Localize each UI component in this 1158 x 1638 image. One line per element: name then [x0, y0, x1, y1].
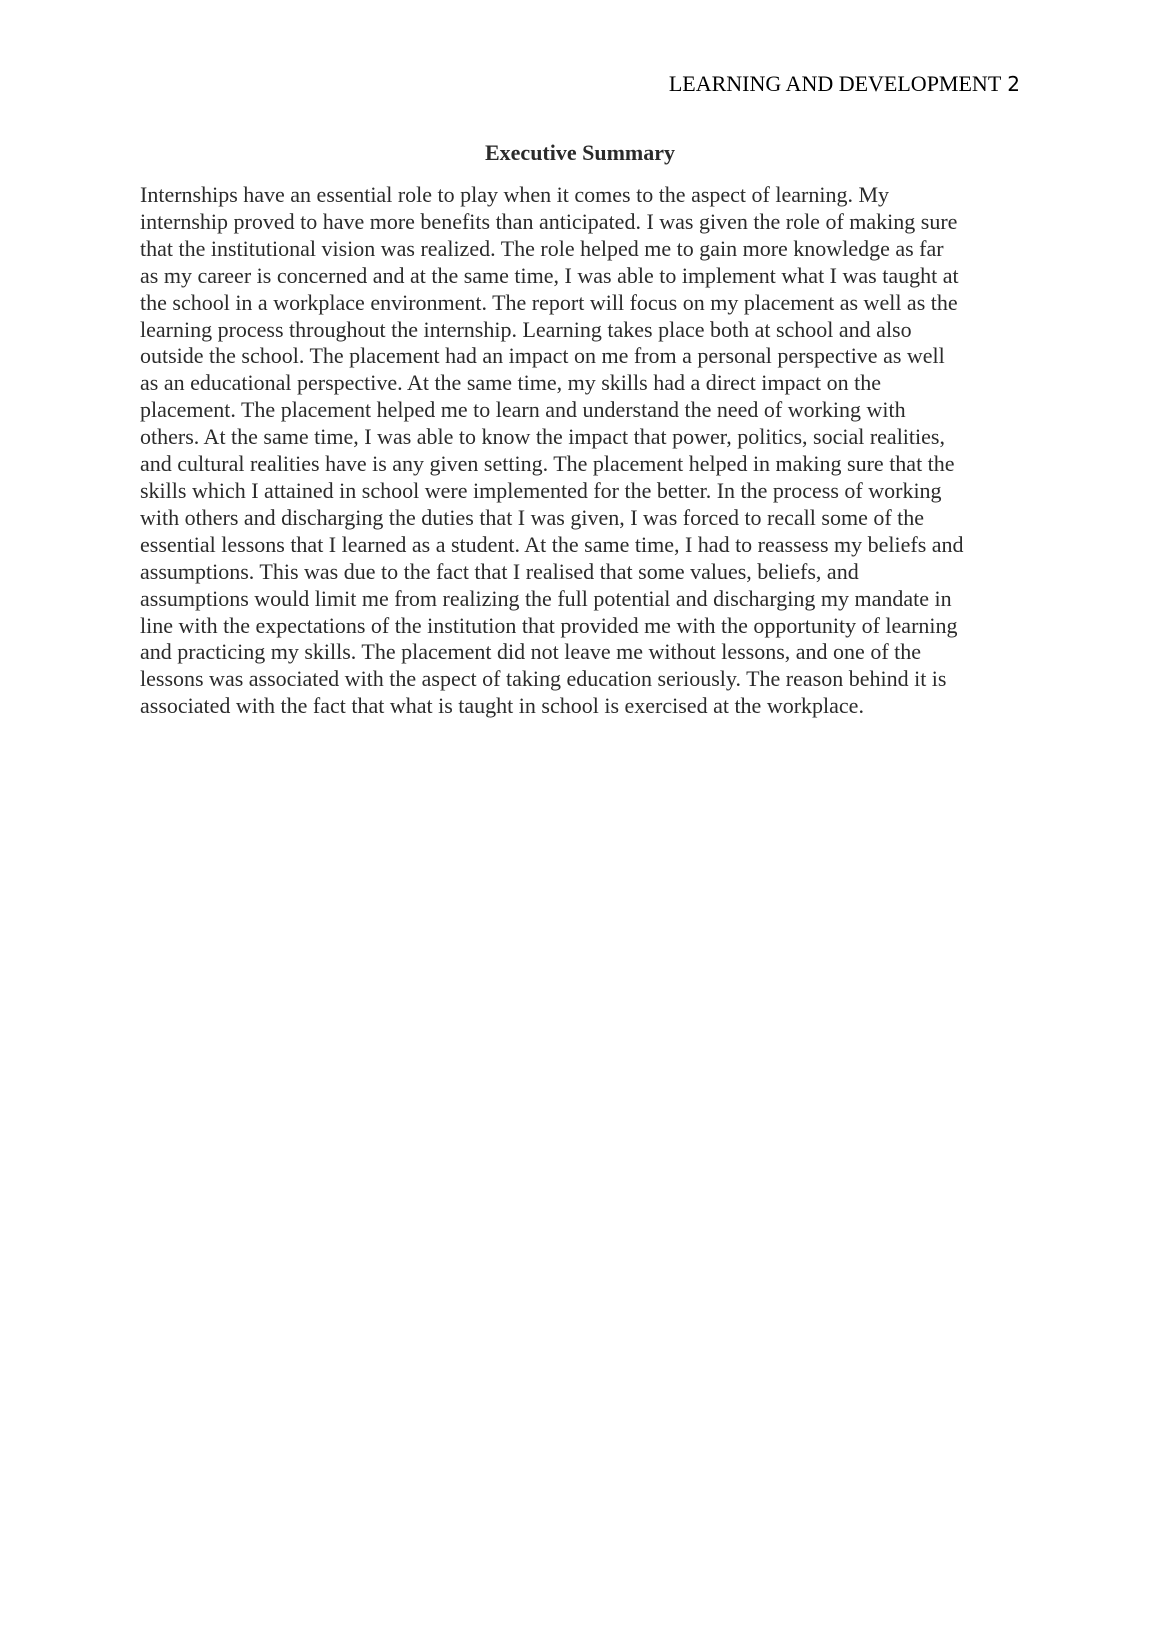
running-head-text: LEARNING AND DEVELOPMENT [668, 71, 1002, 96]
section-title: Executive Summary [484, 140, 676, 165]
text-line: that the institutional vision was realized. The role helped me to gain more knowledge as far [140, 235, 944, 261]
text-line: with others and discharging the duties that I was given, I was forced to recall some of the [140, 504, 925, 530]
text-line: the school in a workplace environment. The report will focus on my placement as well as the [140, 289, 958, 315]
text-line: lessons was associated with the aspect of taking education seriously. The reason behind it is [140, 666, 947, 692]
text-line: outside the school. The placement had an impact on me from a personal perspective as well [140, 343, 945, 369]
text-line: others. At the same time, I was able to know the impact that power, politics, social realities, [140, 424, 945, 450]
page-number: 2 [1007, 72, 1020, 96]
text-line: Internships have an essential role to play when it comes to the aspect of learning. My [140, 182, 890, 207]
text-line: learning process throughout the internship. Learning takes place both at school and also [140, 316, 912, 342]
text-line: and cultural realities have is any given setting. The placement helped in making sure that the [140, 451, 955, 477]
text-line: skills which I attained in school were implemented for the better. In the process of working [140, 477, 942, 503]
text-line: essential lessons that I learned as a student. At the same time, I had to reassess my beliefs and [140, 531, 964, 557]
text-line: assumptions. This was due to the fact that I realised that some values, beliefs, and [140, 558, 859, 584]
text-line: placement. The placement helped me to learn and understand the need of working with [140, 397, 906, 423]
text-line: assumptions would limit me from realizing the full potential and discharging my mandate in [140, 585, 952, 611]
body-paragraph [140, 182, 1040, 720]
text-line: line with the expectations of the institution that provided me with the opportunity of learning [140, 612, 958, 638]
text-line: and practicing my skills. The placement did not leave me without lessons, and one of the [140, 639, 922, 665]
text-line: internship proved to have more benefits than anticipated. I was given the role of making sure [140, 208, 958, 234]
text-line: as my career is concerned and at the same time, I was able to implement what I was taught at [140, 262, 959, 288]
running-head [140, 70, 1020, 98]
text-line: associated with the fact that what is taught in school is exercised at the workplace. [140, 693, 864, 719]
text-line: as an educational perspective. At the same time, my skills had a direct impact on the [140, 370, 882, 396]
